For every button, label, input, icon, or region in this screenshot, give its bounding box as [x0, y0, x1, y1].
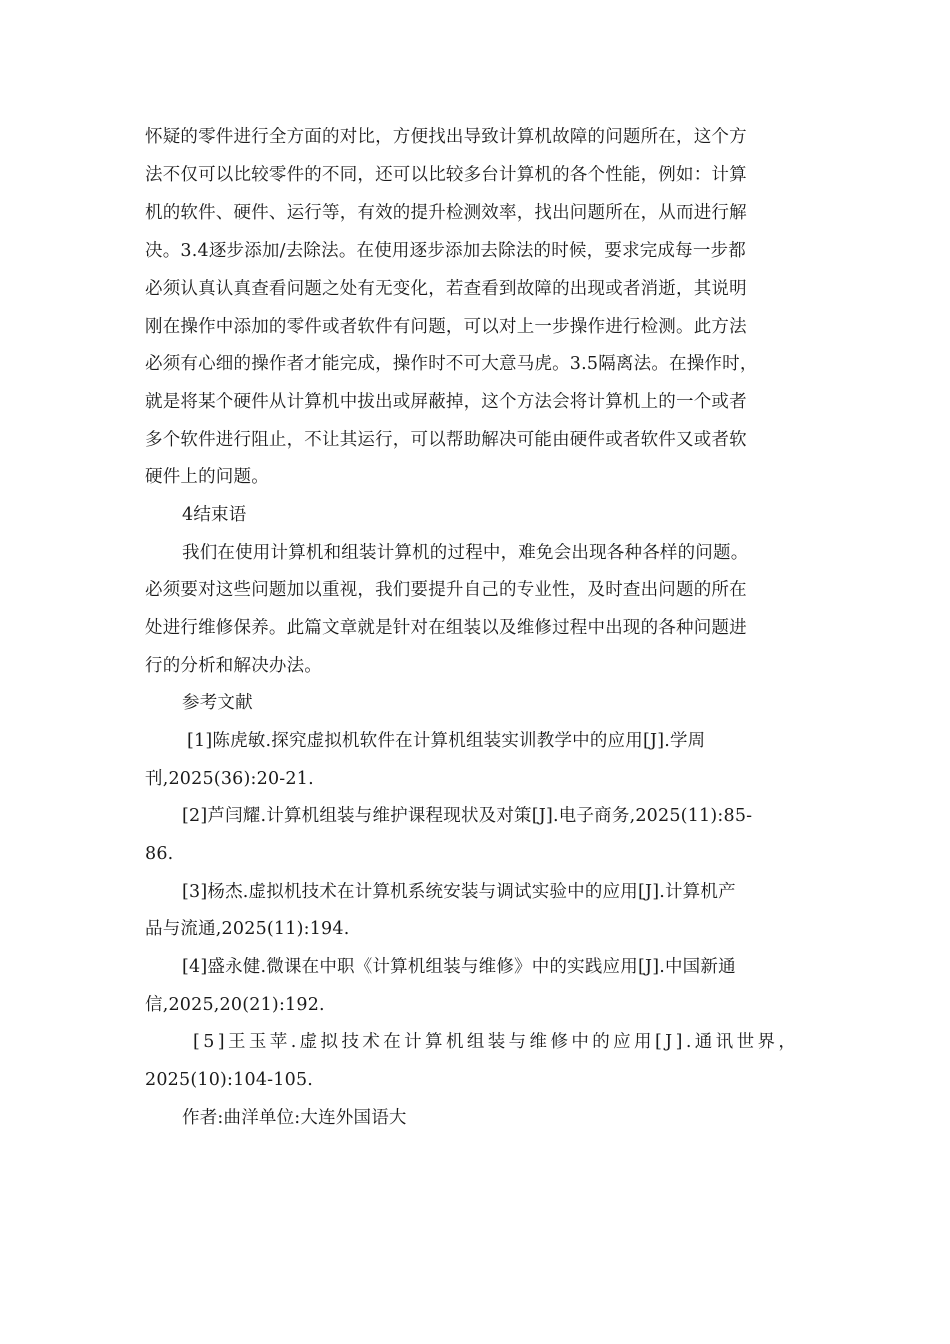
body-line: 怀疑的零件进行全方面的对比，方便找出导致计算机故障的问题所在，这个方 [145, 127, 747, 147]
conclusion-line: 行的分析和解决办法。 [145, 656, 322, 676]
reference-item-line: 品与流通,2025(11):194. [145, 919, 350, 939]
author-line: 作者:曲洋单位:大连外国语大 [182, 1108, 407, 1128]
body-line: 决。3.4逐步添加/去除法。在使用逐步添加去除法的时候，要求完成每一步都 [145, 241, 746, 261]
body-line: 法不仅可以比较零件的不同，还可以比较多台计算机的各个性能，例如：计算 [145, 165, 747, 185]
reference-item-line: [1]陈虎敏.探究虚拟机软件在计算机组装实训教学中的应用[J].学周 [187, 731, 706, 751]
reference-item-line: [4]盛永健.微课在中职《计算机组装与维修》中的实践应用[J].中国新通 [182, 957, 736, 977]
body-line: 机的软件、硬件、运行等，有效的提升检测效率，找出问题所在，从而进行解 [145, 203, 747, 223]
reference-item-line: [3]杨杰.虚拟机技术在计算机系统安装与调试实验中的应用[J].计算机产 [182, 882, 736, 902]
body-line: 刚在操作中添加的零件或者软件有问题，可以对上一步操作进行检测。此方法 [145, 317, 747, 337]
body-line: 就是将某个硬件从计算机中拔出或屏蔽掉，这个方法会将计算机上的一个或者 [145, 392, 747, 412]
reference-item-line: 刊,2025(36):20-21. [145, 769, 314, 789]
body-line: 必须有心细的操作者才能完成，操作时不可大意马虎。3.5隔离法。在操作时， [145, 354, 758, 374]
references-heading: 参考文献 [182, 693, 253, 713]
reference-item-line: 86. [145, 844, 174, 864]
reference-item-line: 2025(10):104-105. [145, 1070, 314, 1090]
conclusion-heading: 4结束语 [182, 505, 247, 525]
reference-item-line: 信,2025,20(21):192. [145, 995, 325, 1015]
conclusion-line: 必须要对这些问题加以重视，我们要提升自己的专业性，及时查出问题的所在 [145, 580, 747, 600]
body-line: 必须认真认真查看问题之处有无变化，若查看到故障的出现或者消逝，其说明 [145, 279, 747, 299]
body-line: 硬件上的问题。 [145, 467, 269, 487]
reference-item-line: [5]王玉苹.虚拟技术在计算机组装与维修中的应用[J].通讯世界， [193, 1032, 800, 1052]
body-line: 多个软件进行阻止，不让其运行，可以帮助解决可能由硬件或者软件又或者软 [145, 430, 747, 450]
reference-item-line: [2]芦闫耀.计算机组装与维护课程现状及对策[J].电子商务,2025(11):85- [182, 806, 753, 826]
conclusion-line: 我们在使用计算机和组装计算机的过程中，难免会出现各种各样的问题。 [182, 543, 749, 563]
conclusion-line: 处进行维修保养。此篇文章就是针对在组装以及维修过程中出现的各种问题进 [145, 618, 747, 638]
